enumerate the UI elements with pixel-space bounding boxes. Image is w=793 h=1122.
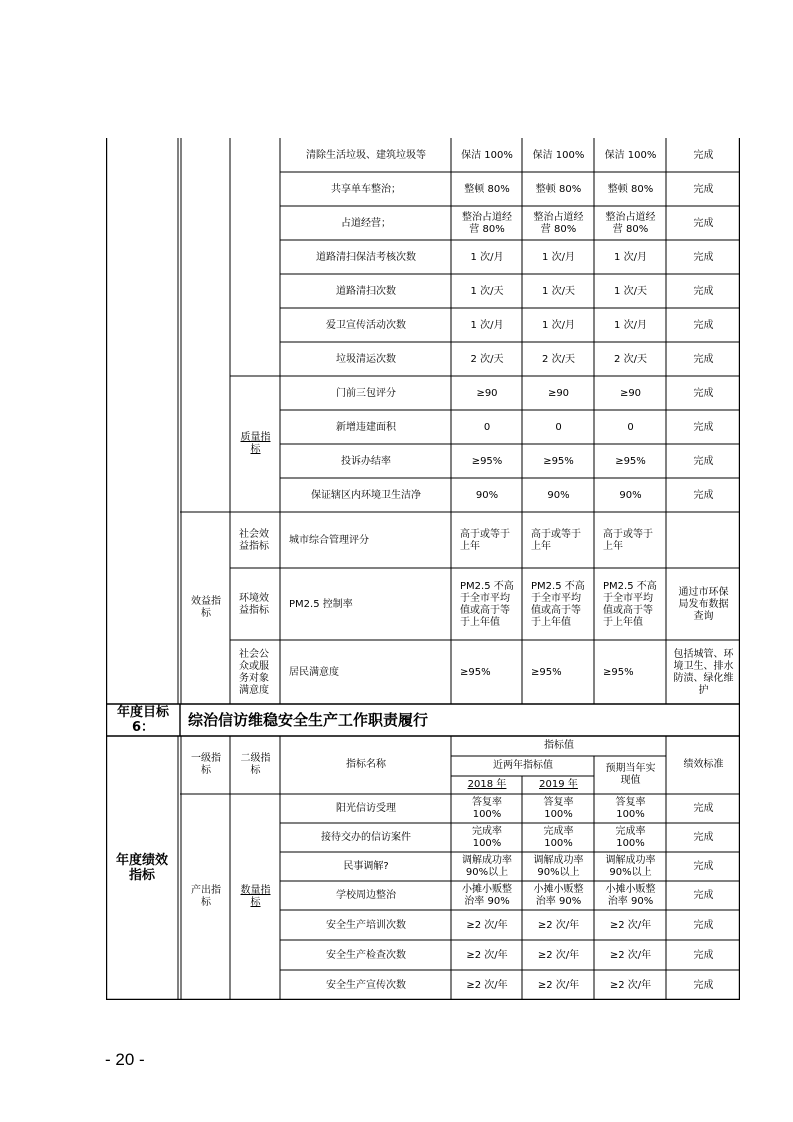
header-expected-text: 预期当年实 现值	[605, 763, 656, 786]
qty-row-2-expected-text: 整治占道经 营 80%	[605, 211, 656, 235]
annual-performance-label-text: 年度绩效 指标	[115, 853, 168, 883]
qty-row-2-y2018-text: 整治占道经 营 80%	[462, 211, 512, 235]
benefit-row-2-expected	[595, 641, 666, 704]
page-number: - 20 -	[105, 1050, 145, 1069]
lower-row-4-y2018-text: ≥2 次/年	[466, 919, 508, 931]
qty-row-4-y2019-text: 1 次/天	[542, 285, 575, 297]
qty-row-1-indicator-text: 共享单车整治；	[331, 183, 401, 195]
quality-row-2-y2019-text: ≥95%	[543, 455, 574, 467]
qty-row-6-standard	[667, 343, 740, 376]
qty-row-6-indicator-text: 垃圾清运次数	[336, 353, 396, 365]
header-2019-text: 2019 年	[539, 779, 578, 790]
qty-row-3-y2019-text: 1 次/月	[542, 251, 575, 263]
benefit-row-1-indicator	[281, 569, 451, 640]
header-level1-text: 一级指 标	[191, 753, 221, 776]
lower-row-5-standard	[667, 941, 740, 970]
lower-row-3-indicator	[281, 882, 451, 910]
quality-row-2-indicator	[281, 445, 451, 478]
lower-row-3-indicator-text: 学校周边整治	[336, 890, 396, 901]
lower-row-4-indicator-text: 安全生产培训次数	[326, 919, 406, 931]
benefit-row-2-y2018	[452, 641, 522, 704]
quality-row-2-expected	[595, 445, 666, 478]
lower-row-1-standard-text: 完成	[693, 832, 714, 843]
benefit-row-0-y2019	[523, 513, 594, 568]
lower-row-5-indicator	[281, 941, 451, 970]
benefit-row-1-y2018-text: PM2.5 不高 于全市平均 值或高于等 于上年值	[460, 580, 514, 628]
header-recent-two-years	[452, 756, 594, 776]
quality-row-0-expected	[595, 377, 666, 410]
quality-row-3-expected-text: 90%	[619, 489, 642, 501]
output-indicator-label-text: 产出指 标	[191, 885, 221, 908]
benefit-row-2-y2018-text: ≥95%	[460, 666, 491, 678]
quality-row-3-y2019-text: 90%	[547, 489, 570, 501]
lower-row-4-y2019	[523, 911, 594, 940]
benefit-row-1-level2	[231, 569, 280, 640]
header-2018	[452, 776, 522, 794]
quality-indicator-label	[231, 376, 280, 512]
lower-row-0-y2018-text: 答复率 100%	[472, 797, 502, 820]
benefit-row-0-y2019-text: 高于或等于 上年	[531, 528, 581, 552]
lower-row-3-standard	[667, 882, 740, 910]
benefit-row-2-y2019-text: ≥95%	[531, 666, 562, 678]
goal6-label	[106, 704, 180, 736]
lower-row-0-expected-text: 答复率 100%	[615, 797, 646, 820]
quality-row-3-expected	[595, 479, 666, 512]
header-indicator-name-text: 指标名称	[346, 759, 386, 770]
benefit-row-1-standard	[667, 569, 740, 640]
benefit-row-0-y2018	[452, 513, 522, 568]
quality-row-3-indicator	[281, 479, 451, 512]
lower-row-6-expected-text: ≥2 次/年	[609, 979, 652, 991]
qty-row-4-y2018	[452, 275, 522, 308]
lower-row-2-y2018	[452, 853, 522, 881]
lower-row-3-y2019-text: 小摊小贩整 治率 90%	[533, 884, 584, 907]
qty-row-0-y2019	[523, 139, 594, 172]
qty-row-6-indicator	[281, 343, 451, 376]
benefit-row-0-indicator-text: 城市综合管理评分	[289, 534, 369, 546]
lower-row-1-standard	[667, 824, 740, 852]
qty-row-2-y2019	[523, 207, 594, 240]
lower-row-0-standard-text: 完成	[693, 803, 714, 814]
qty-row-5-standard	[667, 309, 740, 342]
qty-row-3-standard	[667, 241, 740, 274]
header-level2	[231, 736, 280, 794]
qty-row-5-y2019-text: 1 次/月	[542, 319, 575, 331]
qty-row-4-expected	[595, 275, 666, 308]
quality-row-0-y2019	[523, 377, 594, 410]
qty-row-4-indicator-text: 道路清扫次数	[336, 285, 396, 297]
quality-indicator-label-text: 质量指 标	[240, 432, 271, 455]
lower-row-1-y2018-text: 完成率 100%	[472, 826, 502, 849]
qty-row-1-y2019-text: 整顿 80%	[535, 183, 582, 195]
lower-row-2-expected	[595, 853, 666, 881]
benefit-row-2-expected-text: ≥95%	[603, 666, 634, 678]
quality-row-0-standard-text: 完成	[693, 387, 714, 399]
lower-row-6-standard	[667, 971, 740, 1000]
benefit-row-1-standard-text: 通过市环保 局发布数据 查询	[678, 586, 729, 622]
qty-row-2-standard-text: 完成	[693, 217, 714, 229]
lower-row-0-y2019	[523, 795, 594, 823]
lower-row-2-y2018-text: 调解成功率 90%以上	[462, 855, 512, 878]
quantity-indicator-label	[231, 794, 280, 1000]
qty-row-2-y2018	[452, 207, 522, 240]
qty-row-0-standard-text: 完成	[693, 149, 714, 161]
benefit-row-2-y2019	[523, 641, 594, 704]
quality-row-1-y2018-text: 0	[483, 421, 491, 433]
lower-row-3-y2018-text: 小摊小贩整 治率 90%	[462, 884, 512, 907]
lower-row-5-standard-text: 完成	[693, 949, 714, 961]
qty-row-3-standard-text: 完成	[693, 251, 714, 263]
qty-row-0-expected-text: 保洁 100%	[604, 149, 657, 161]
header-standard	[667, 736, 740, 794]
lower-row-1-y2018	[452, 824, 522, 852]
quality-row-1-standard	[667, 411, 740, 444]
quality-row-1-indicator	[281, 411, 451, 444]
lower-row-0-indicator	[281, 795, 451, 823]
quality-row-2-expected-text: ≥95%	[615, 455, 646, 467]
qty-row-1-expected	[595, 173, 666, 206]
qty-row-1-expected-text: 整顿 80%	[607, 183, 654, 195]
qty-row-5-expected-text: 1 次/月	[614, 319, 647, 331]
lower-row-6-y2018	[452, 971, 522, 1000]
quality-row-0-standard	[667, 377, 740, 410]
lower-row-6-y2019	[523, 971, 594, 1000]
qty-row-0-standard	[667, 139, 740, 172]
quality-row-1-y2019-text: 0	[555, 421, 562, 433]
qty-row-3-expected	[595, 241, 666, 274]
quality-row-1-y2018	[452, 411, 522, 444]
benefit-row-1-level2-text: 环境效 益指标	[239, 592, 269, 616]
qty-row-0-indicator-text: 清除生活垃圾、建筑垃圾等	[306, 149, 426, 161]
benefit-row-2-indicator-text: 居民满意度	[289, 666, 339, 678]
quality-row-0-y2018	[452, 377, 522, 410]
lower-row-2-standard-text: 完成	[693, 861, 714, 872]
qty-row-5-y2018-text: 1 次/月	[470, 319, 504, 331]
lower-row-0-y2018	[452, 795, 522, 823]
qty-row-0-indicator	[281, 139, 451, 172]
qty-row-4-expected-text: 1 次/天	[614, 285, 647, 297]
lower-row-4-standard	[667, 911, 740, 940]
lower-row-0-standard	[667, 795, 740, 823]
lower-row-6-y2018-text: ≥2 次/年	[466, 979, 508, 991]
quality-row-2-y2018	[452, 445, 522, 478]
qty-row-2-standard	[667, 207, 740, 240]
benefit-row-0-level2-text: 社会效 益指标	[239, 528, 269, 552]
quality-row-1-indicator-text: 新增违建面积	[336, 421, 396, 433]
quality-row-0-expected-text: ≥90	[619, 387, 642, 399]
qty-row-6-y2019	[523, 343, 594, 376]
qty-row-1-standard	[667, 173, 740, 206]
qty-row-2-indicator-text: 占道经营；	[341, 217, 391, 229]
benefit-row-0-level2	[231, 513, 280, 568]
quality-row-0-indicator-text: 门前三包评分	[336, 387, 396, 399]
quality-row-1-y2019	[523, 411, 594, 444]
quality-row-3-y2018	[452, 479, 522, 512]
goal6-title-text: 综治信访维稳安全生产工作职责履行	[188, 711, 429, 729]
lower-row-6-y2019-text: ≥2 次/年	[537, 979, 580, 991]
benefit-row-0-expected-text: 高于或等于 上年	[603, 528, 653, 552]
qty-row-3-indicator	[281, 241, 451, 274]
lower-row-4-expected	[595, 911, 666, 940]
qty-row-6-standard-text: 完成	[693, 353, 714, 365]
benefit-row-0-expected	[595, 513, 666, 568]
lower-row-2-standard	[667, 853, 740, 881]
qty-row-1-indicator	[281, 173, 451, 206]
benefit-row-2-standard	[667, 641, 740, 704]
qty-row-4-y2019	[523, 275, 594, 308]
quality-row-1-standard-text: 完成	[693, 421, 714, 433]
benefit-row-1-expected-text: PM2.5 不高 于全市平均 值或高于等 于上年值	[603, 580, 657, 628]
lower-row-1-indicator-text: 接待交办的信访案件	[321, 832, 411, 843]
qty-row-5-y2019	[523, 309, 594, 342]
lower-row-4-standard-text: 完成	[693, 919, 714, 931]
lower-row-0-indicator-text: 阳光信访受理	[336, 803, 396, 814]
header-level2-text: 二级指 标	[240, 753, 271, 776]
header-expected	[595, 756, 666, 794]
benefit-row-1-y2019	[523, 569, 594, 640]
lower-row-5-expected	[595, 941, 666, 970]
header-indicator-value-text: 指标值	[544, 740, 574, 751]
lower-row-6-indicator-text: 安全生产宣传次数	[326, 979, 406, 991]
qty-row-2-expected	[595, 207, 666, 240]
qty-row-3-y2018	[452, 241, 522, 274]
qty-row-6-y2019-text: 2 次/天	[542, 353, 575, 365]
lower-row-3-expected-text: 小摊小贩整 治率 90%	[605, 884, 656, 907]
qty-row-2-y2019-text: 整治占道经 营 80%	[533, 211, 584, 235]
qty-row-4-y2018-text: 1 次/天	[470, 285, 504, 297]
quality-row-3-y2019	[523, 479, 594, 512]
lower-row-4-y2018	[452, 911, 522, 940]
benefit-row-1-y2018	[452, 569, 522, 640]
quality-row-2-y2019	[523, 445, 594, 478]
lower-row-2-y2019-text: 调解成功率 90%以上	[533, 855, 584, 878]
header-2018-text: 2018 年	[467, 779, 507, 790]
benefit-indicator-label-text: 效益指 标	[191, 596, 221, 619]
quality-row-1-expected-text: 0	[627, 421, 634, 433]
qty-row-6-y2018-text: 2 次/天	[470, 353, 504, 365]
qty-row-0-y2018-text: 保洁 100%	[461, 149, 513, 161]
header-standard-text: 绩效标准	[683, 759, 724, 770]
goal6-title	[180, 704, 740, 736]
lower-row-2-expected-text: 调解成功率 90%以上	[605, 855, 656, 878]
qty-row-1-standard-text: 完成	[693, 183, 714, 195]
quality-row-3-y2018-text: 90%	[475, 489, 499, 501]
lower-row-5-y2019	[523, 941, 594, 970]
lower-row-1-y2019	[523, 824, 594, 852]
lower-row-0-y2019-text: 答复率 100%	[543, 797, 574, 820]
qty-row-3-y2019	[523, 241, 594, 274]
quality-row-3-standard-text: 完成	[693, 489, 714, 501]
qty-row-5-expected	[595, 309, 666, 342]
qty-row-5-indicator-text: 爱卫宣传活动次数	[326, 319, 406, 331]
benefit-row-2-level2-text: 社会公 众或服 务对象 满意度	[239, 648, 269, 696]
qty-row-0-y2019-text: 保洁 100%	[532, 149, 585, 161]
benefit-row-1-expected	[595, 569, 666, 640]
benefit-row-1-y2019-text: PM2.5 不高 于全市平均 值或高于等 于上年值	[531, 580, 585, 628]
qty-row-1-y2018	[452, 173, 522, 206]
benefit-row-2-level2	[231, 641, 280, 704]
benefit-row-0-indicator	[281, 513, 451, 568]
lower-row-0-expected	[595, 795, 666, 823]
lower-row-6-expected	[595, 971, 666, 1000]
header-2019	[523, 776, 594, 794]
lower-row-2-indicator-text: 民事调解?	[343, 861, 389, 872]
quality-row-2-indicator-text: 投诉办结率	[341, 455, 391, 467]
annual-performance-label	[106, 736, 178, 1000]
lower-row-6-indicator	[281, 971, 451, 1000]
benefit-row-1-indicator-text: PM2.5 控制率	[289, 598, 353, 610]
benefit-row-2-standard-text: 包括城管、环 境卫生、排水 防渍、绿化维 护	[673, 648, 734, 696]
qty-row-3-indicator-text: 道路清扫保洁考核次数	[316, 251, 416, 263]
qty-row-4-standard-text: 完成	[693, 285, 714, 297]
quality-row-3-standard	[667, 479, 740, 512]
lower-row-4-expected-text: ≥2 次/年	[609, 919, 652, 931]
qty-row-6-y2018	[452, 343, 522, 376]
lower-row-5-y2018-text: ≥2 次/年	[466, 949, 508, 961]
benefit-row-2-indicator	[281, 641, 451, 704]
quality-row-3-indicator-text: 保证辖区内环境卫生洁净	[311, 489, 421, 501]
lower-row-3-y2019	[523, 882, 594, 910]
lower-row-5-y2018	[452, 941, 522, 970]
benefit-indicator-label	[182, 512, 230, 704]
lower-row-4-y2019-text: ≥2 次/年	[537, 919, 580, 931]
lower-row-5-indicator-text: 安全生产检查次数	[326, 949, 406, 961]
performance-table	[106, 138, 740, 1000]
output-indicator-label	[182, 794, 230, 1000]
lower-row-3-expected	[595, 882, 666, 910]
header-indicator-name	[281, 736, 451, 794]
header-indicator-value	[452, 736, 666, 756]
qty-row-4-indicator	[281, 275, 451, 308]
quality-row-2-standard-text: 完成	[693, 455, 714, 467]
lower-row-1-indicator	[281, 824, 451, 852]
quality-row-2-y2018-text: ≥95%	[471, 455, 503, 467]
qty-row-3-y2018-text: 1 次/月	[470, 251, 504, 263]
lower-row-4-indicator	[281, 911, 451, 940]
qty-row-0-y2018	[452, 139, 522, 172]
qty-row-1-y2019	[523, 173, 594, 206]
benefit-row-0-standard	[667, 513, 740, 568]
quality-row-1-expected	[595, 411, 666, 444]
qty-row-3-expected-text: 1 次/月	[614, 251, 647, 263]
qty-row-1-y2018-text: 整顿 80%	[464, 183, 510, 195]
lower-row-3-y2018	[452, 882, 522, 910]
header-recent-two-years-text: 近两年指标值	[493, 760, 553, 771]
quality-row-0-y2018-text: ≥90	[476, 387, 498, 399]
lower-row-2-y2019	[523, 853, 594, 881]
lower-row-6-standard-text: 完成	[693, 979, 714, 991]
qty-row-2-indicator	[281, 207, 451, 240]
quality-row-2-standard	[667, 445, 740, 478]
goal6-label-text: 年度目标 6：	[116, 705, 169, 735]
lower-row-2-indicator	[281, 853, 451, 881]
qty-row-6-expected-text: 2 次/天	[614, 353, 647, 365]
qty-row-4-standard	[667, 275, 740, 308]
lower-row-1-expected	[595, 824, 666, 852]
lower-row-1-expected-text: 完成率 100%	[615, 826, 646, 849]
qty-row-0-expected	[595, 139, 666, 172]
qty-row-5-standard-text: 完成	[693, 319, 714, 331]
quantity-indicator-label-text: 数量指 标	[240, 885, 271, 908]
qty-row-5-indicator	[281, 309, 451, 342]
qty-row-6-expected	[595, 343, 666, 376]
lower-row-5-expected-text: ≥2 次/年	[609, 949, 652, 961]
lower-row-1-y2019-text: 完成率 100%	[543, 826, 574, 849]
benefit-row-0-y2018-text: 高于或等于 上年	[460, 528, 510, 552]
qty-row-5-y2018	[452, 309, 522, 342]
header-level1	[182, 736, 230, 794]
lower-row-5-y2019-text: ≥2 次/年	[537, 949, 580, 961]
quality-row-0-y2019-text: ≥90	[547, 387, 570, 399]
lower-row-3-standard-text: 完成	[693, 890, 714, 901]
quality-row-0-indicator	[281, 377, 451, 410]
